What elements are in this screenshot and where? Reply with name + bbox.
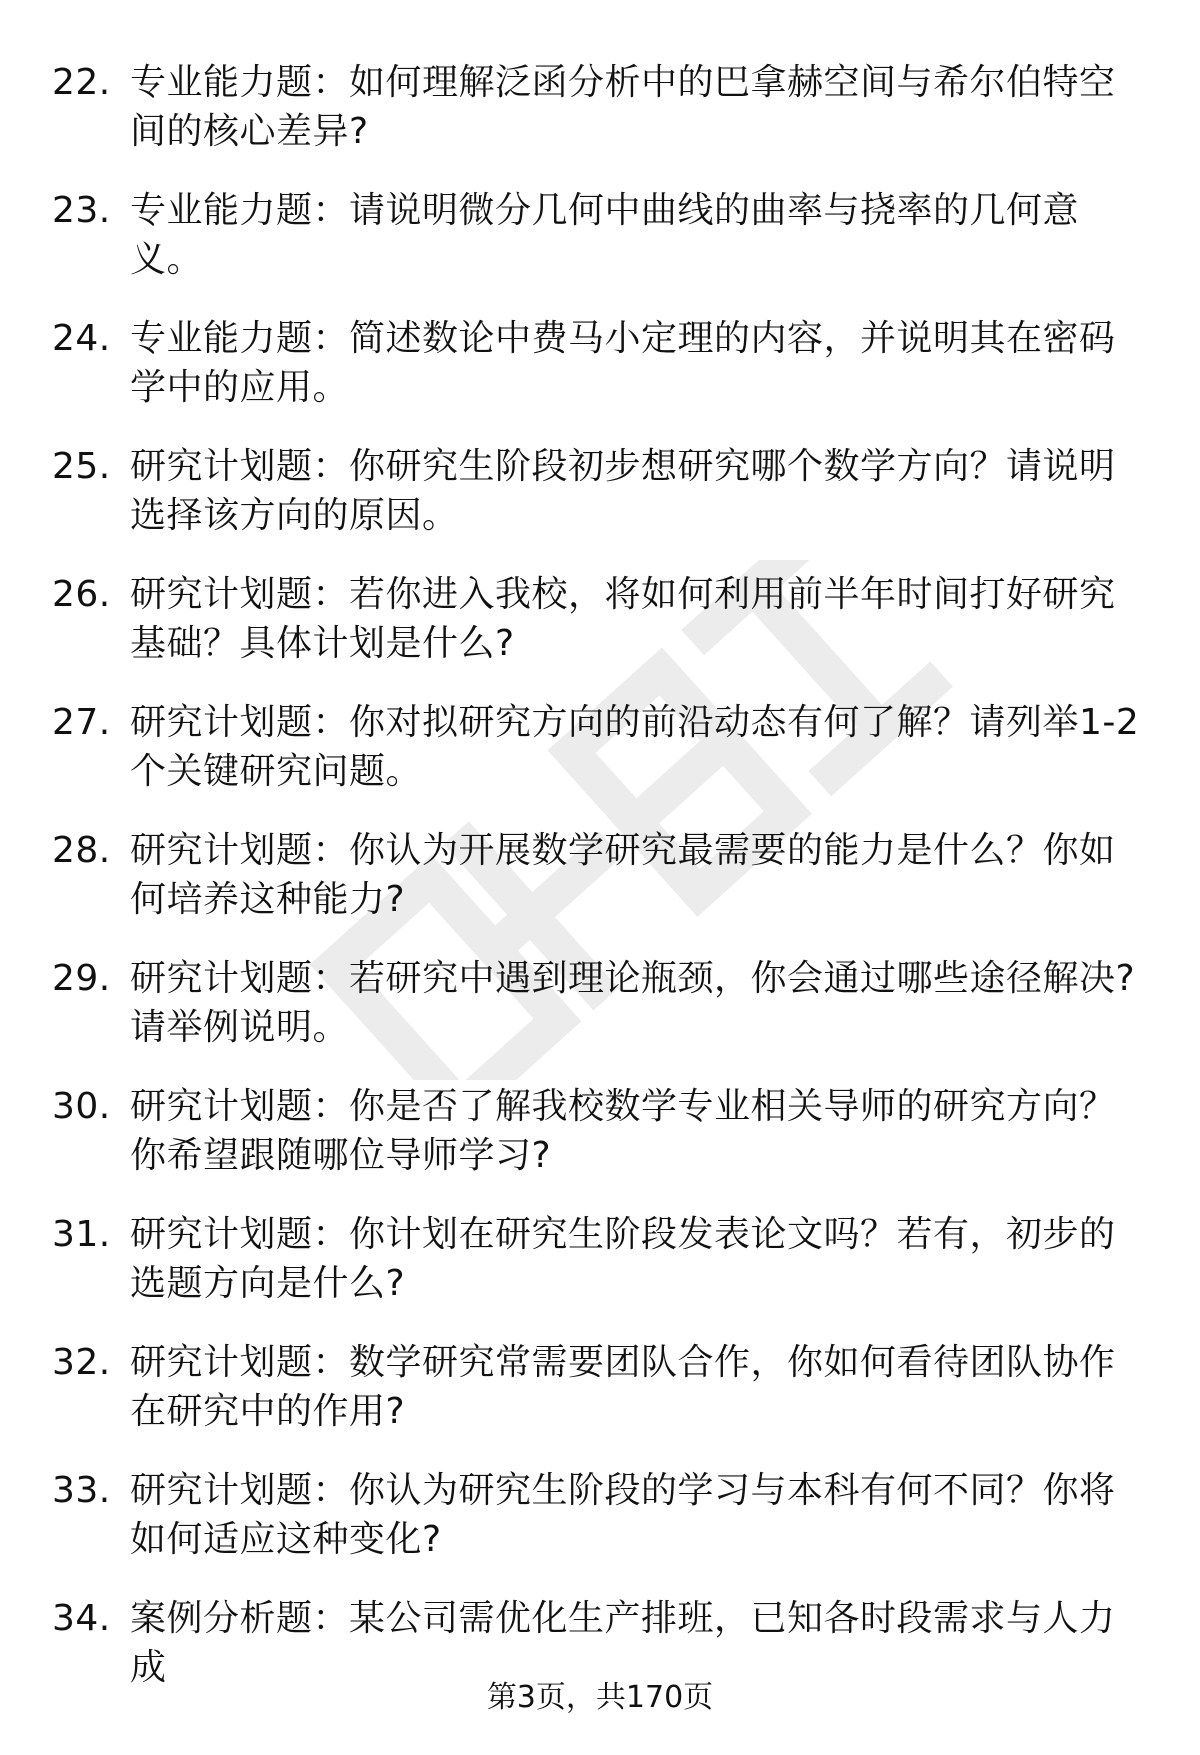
question-text: 案例分析题：某公司需优化生产排班，已知各时段需求与人力成 [130,1598,1116,1688]
question-number: 31. [52,1214,111,1255]
question-text: 研究计划题：若你进入我校，将如何利用前半年时间打好研究基础？具体计划是什么? [130,574,1116,664]
question-number: 34. [52,1598,111,1639]
page-number-label: 第3页，共170页 [486,1680,714,1715]
question-item-27 [52,698,1152,796]
question-number: 24. [52,318,111,359]
question-number: 30. [52,1086,111,1127]
question-text: 专业能力题：请说明微分几何中曲线的曲率与挠率的几何意义。 [130,190,1080,280]
question-item-24 [52,314,1152,412]
question-text: 研究计划题：你对拟研究方向的前沿动态有何了解？请列举1-2个关键研究问题。 [130,702,1140,792]
question-number: 27. [52,702,111,743]
question-item-26 [52,570,1152,668]
question-item-29 [52,954,1152,1052]
question-number: 33. [52,1470,111,1511]
question-number: 28. [52,830,111,871]
question-text: 专业能力题：如何理解泛函分析中的巴拿赫空间与希尔伯特空间的核心差异? [130,62,1116,152]
question-item-30 [52,1082,1152,1180]
question-item-25 [52,442,1152,540]
question-item-23 [52,186,1152,284]
question-item-33 [52,1466,1152,1564]
question-text: 专业能力题：简述数论中费马小定理的内容，并说明其在密码学中的应用。 [130,318,1116,408]
question-text: 研究计划题：你认为研究生阶段的学习与本科有何不同？你将如何适应这种变化? [130,1470,1116,1560]
question-item-22 [52,58,1152,156]
question-number: 26. [52,574,111,615]
question-text: 研究计划题：你计划在研究生阶段发表论文吗？若有，初步的选题方向是什么? [130,1214,1116,1304]
question-item-28 [52,826,1152,924]
question-text: 研究计划题：你研究生阶段初步想研究哪个数学方向？请说明选择该方向的原因。 [130,446,1116,536]
question-number: 29. [52,958,111,999]
question-item-31 [52,1210,1152,1308]
question-text: 研究计划题：数学研究常需要团队合作，你如何看待团队协作在研究中的作用? [130,1342,1116,1432]
question-item-32 [52,1338,1152,1436]
question-number: 22. [52,62,111,103]
question-number: 25. [52,446,111,487]
question-number: 32. [52,1342,111,1383]
page-footer [0,1678,1200,1718]
question-text: 研究计划题：你认为开展数学研究最需要的能力是什么？你如何培养这种能力? [130,830,1116,920]
question-list [52,58,1152,1722]
question-text: 研究计划题：若研究中遇到理论瓶颈，你会通过哪些途径解决?请举例说明。 [130,958,1136,1048]
question-text: 研究计划题：你是否了解我校数学专业相关导师的研究方向？你希望跟随哪位导师学习? [130,1086,1116,1176]
question-number: 23. [52,190,111,231]
